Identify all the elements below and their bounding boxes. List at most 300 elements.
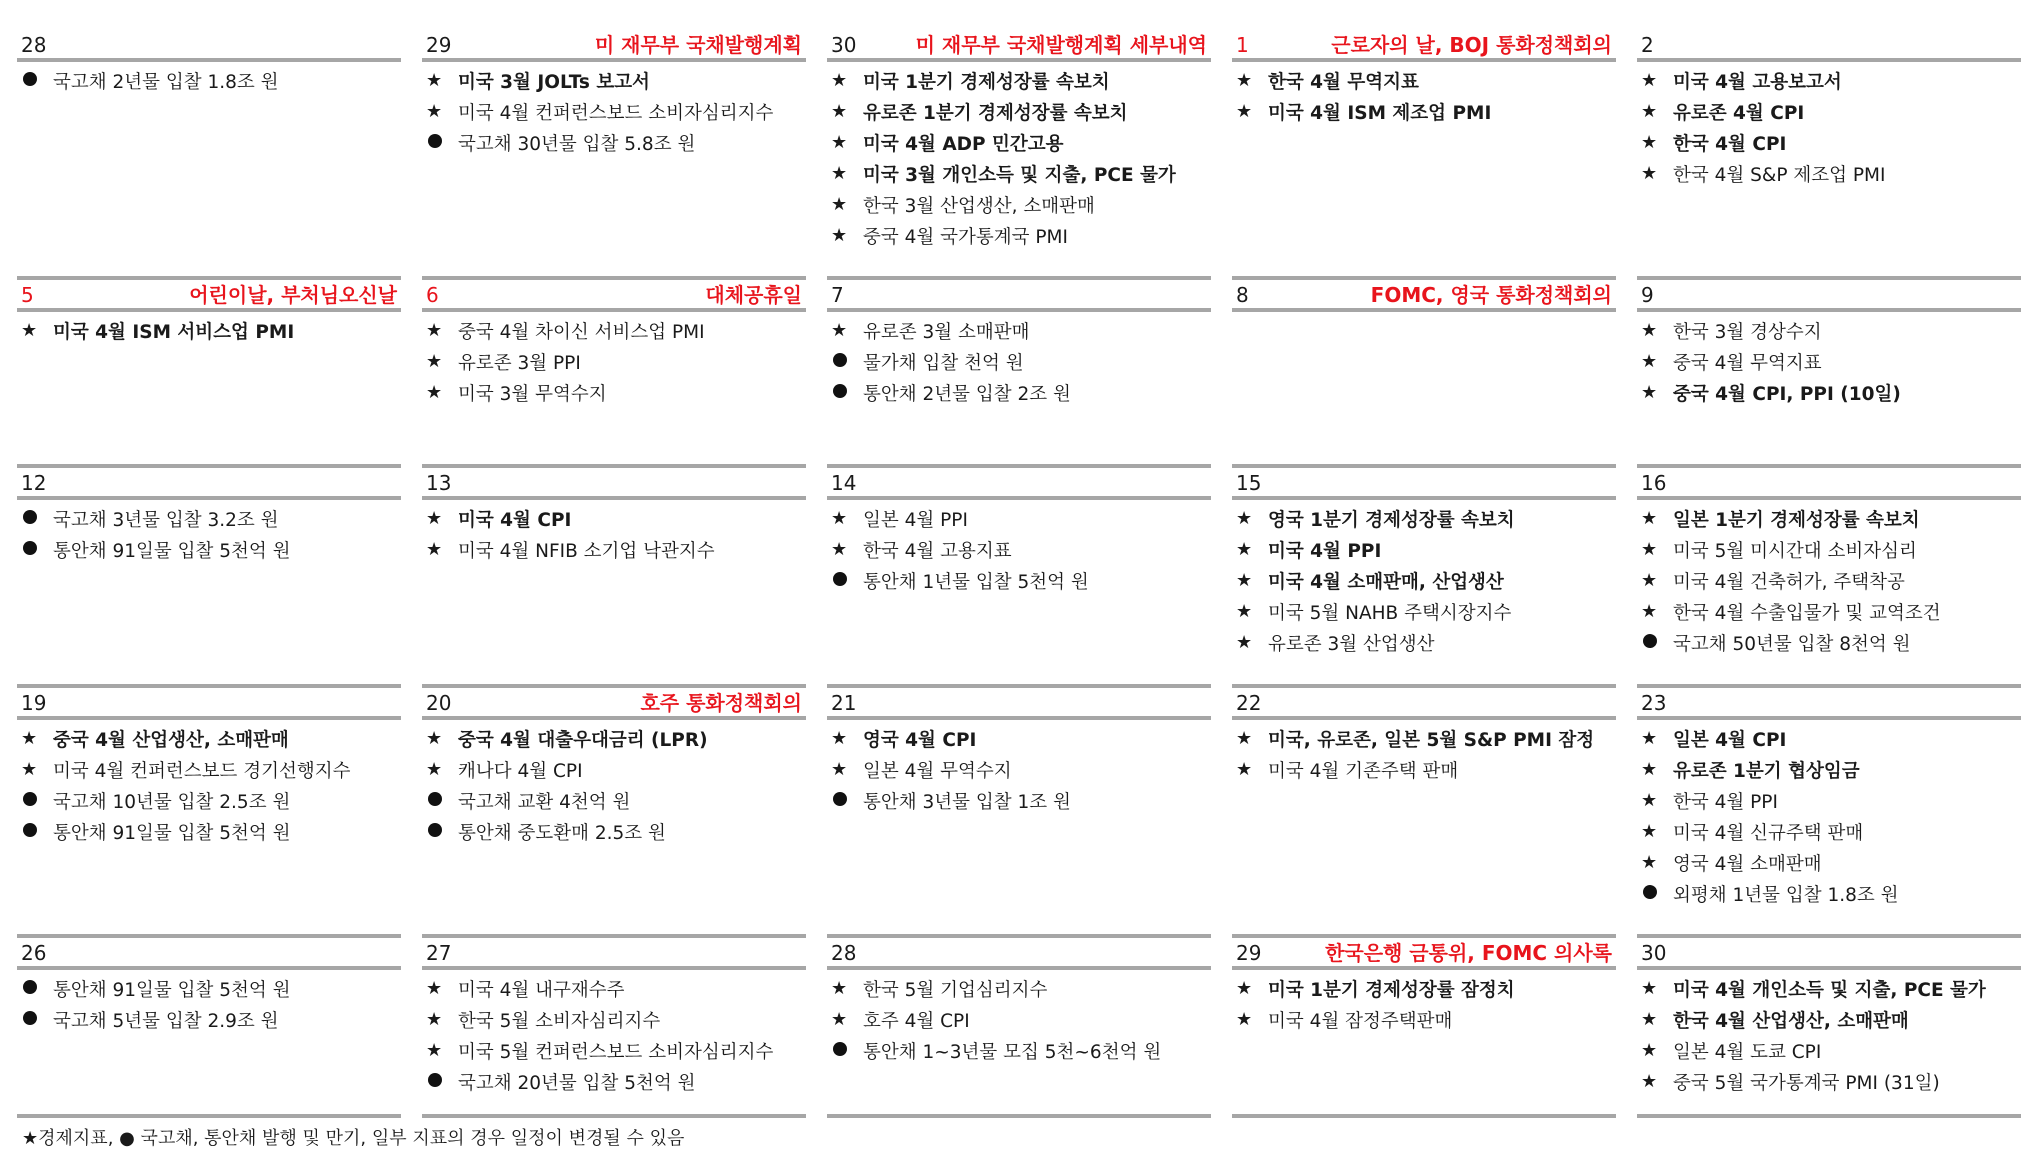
day-header bbox=[827, 688, 1211, 720]
day-number: 23 bbox=[1641, 691, 1667, 715]
bullet-dot-icon bbox=[21, 508, 53, 529]
event-text: 중국 4월 CPI, PPI (10일) bbox=[1673, 383, 1901, 405]
day-number: 15 bbox=[1236, 471, 1262, 495]
event-text: 미국 1분기 경제성장률 속보치 bbox=[863, 71, 1110, 93]
holiday-label: 대체공휴일 bbox=[705, 283, 802, 307]
event-item bbox=[1641, 158, 2021, 189]
calendar-day-cell bbox=[17, 938, 401, 1118]
event-item bbox=[426, 65, 806, 96]
calendar-day-cell bbox=[422, 938, 806, 1118]
event-item bbox=[1641, 816, 2021, 847]
star-icon: ★ bbox=[426, 728, 443, 749]
dot-shape bbox=[23, 541, 37, 555]
day-number: 21 bbox=[831, 691, 857, 715]
event-item bbox=[1641, 878, 2021, 909]
star-icon: ★ bbox=[426, 539, 443, 560]
event-item bbox=[1641, 127, 2021, 158]
star-icon: ★ bbox=[1641, 821, 1658, 842]
dot-shape bbox=[23, 980, 37, 994]
event-item bbox=[831, 189, 1211, 220]
event-list bbox=[17, 500, 401, 565]
event-item bbox=[1236, 565, 1616, 596]
event-text: 유로존 1분기 협상임금 bbox=[1673, 760, 1860, 782]
event-item bbox=[831, 973, 1211, 1004]
day-number: 9 bbox=[1641, 283, 1654, 307]
holiday-label: 미 재무부 국채발행계획 bbox=[594, 33, 802, 57]
calendar-day-cell bbox=[422, 468, 806, 688]
dot-shape bbox=[833, 1042, 847, 1056]
star-icon: ★ bbox=[426, 508, 443, 529]
event-text: 영국 4월 소매판매 bbox=[1673, 853, 1822, 875]
event-item bbox=[831, 346, 1211, 377]
star-icon: ★ bbox=[21, 759, 38, 780]
event-text: 통안채 91일물 입찰 5천억 원 bbox=[53, 540, 291, 562]
event-text: 중국 5월 국가통계국 PMI (31일) bbox=[1673, 1072, 1940, 1094]
event-item bbox=[831, 158, 1211, 189]
event-item bbox=[426, 1004, 806, 1035]
calendar-day-cell bbox=[17, 688, 401, 938]
event-item bbox=[426, 96, 806, 127]
event-item bbox=[426, 127, 806, 158]
star-icon: ★ bbox=[426, 1040, 443, 1061]
event-text: 한국 4월 수출입물가 및 교역조건 bbox=[1673, 602, 1941, 624]
day-header bbox=[422, 468, 806, 500]
holiday-label: FOMC, 영국 통화정책회의 bbox=[1370, 283, 1612, 307]
event-item bbox=[21, 1004, 401, 1035]
day-header bbox=[1232, 938, 1616, 970]
event-item bbox=[831, 220, 1211, 251]
day-number: 30 bbox=[1641, 941, 1667, 965]
event-text: 중국 4월 무역지표 bbox=[1673, 352, 1822, 374]
event-item bbox=[426, 534, 806, 565]
bullet-dot-icon bbox=[426, 821, 458, 842]
star-icon: ★ bbox=[1641, 728, 1658, 749]
event-list bbox=[827, 720, 1211, 816]
day-number: 5 bbox=[21, 283, 34, 307]
event-text: 미국 5월 컨퍼런스보드 소비자심리지수 bbox=[458, 1041, 774, 1063]
bullet-dot-icon bbox=[21, 790, 53, 811]
event-text: 통안채 91일물 입찰 5천억 원 bbox=[53, 822, 291, 844]
event-text: 한국 4월 CPI bbox=[1673, 133, 1787, 155]
day-number: 27 bbox=[426, 941, 452, 965]
event-list bbox=[1637, 720, 2021, 909]
event-item bbox=[831, 785, 1211, 816]
calendar-day-cell bbox=[827, 468, 1211, 688]
event-text: 국고채 20년물 입찰 5천억 원 bbox=[458, 1072, 696, 1094]
bullet-dot-icon bbox=[21, 978, 53, 999]
event-text: 물가채 입찰 천억 원 bbox=[863, 352, 1024, 374]
star-icon: ★ bbox=[1641, 601, 1658, 622]
event-text: 통안채 2년물 입찰 2조 원 bbox=[863, 383, 1071, 405]
event-text: 유로존 3월 산업생산 bbox=[1268, 633, 1435, 655]
event-item bbox=[426, 346, 806, 377]
event-text: 국고채 3년물 입찰 3.2조 원 bbox=[53, 509, 279, 531]
event-text: 미국 4월 개인소득 및 지출, PCE 물가 bbox=[1673, 979, 1986, 1001]
event-item bbox=[1641, 96, 2021, 127]
calendar-day-cell bbox=[17, 280, 401, 468]
event-item bbox=[1641, 596, 2021, 627]
star-icon: ★ bbox=[831, 728, 848, 749]
star-icon: ★ bbox=[1236, 759, 1253, 780]
day-number: 20 bbox=[426, 691, 452, 715]
event-text: 미국 4월 기존주택 판매 bbox=[1268, 760, 1459, 782]
day-number: 29 bbox=[1236, 941, 1262, 965]
star-icon: ★ bbox=[831, 194, 848, 215]
event-text: 미국 4월 CPI bbox=[458, 509, 572, 531]
event-item bbox=[1236, 1004, 1616, 1035]
event-item bbox=[1236, 503, 1616, 534]
event-text: 국고채 교환 4천억 원 bbox=[458, 791, 631, 813]
day-header bbox=[17, 30, 401, 62]
star-icon: ★ bbox=[1236, 601, 1253, 622]
day-header bbox=[1637, 280, 2021, 312]
calendar-day-cell bbox=[17, 468, 401, 688]
event-text: 통안채 3년물 입찰 1조 원 bbox=[863, 791, 1071, 813]
event-text: 통안채 91일물 입찰 5천억 원 bbox=[53, 979, 291, 1001]
event-item bbox=[426, 973, 806, 1004]
event-text: 미국 4월 잠정주택판매 bbox=[1268, 1010, 1453, 1032]
day-header bbox=[1232, 30, 1616, 62]
event-item bbox=[21, 785, 401, 816]
event-list bbox=[17, 970, 401, 1035]
day-number: 2 bbox=[1641, 33, 1654, 57]
calendar-day-cell bbox=[827, 280, 1211, 468]
day-header bbox=[1637, 468, 2021, 500]
star-icon: ★ bbox=[1236, 978, 1253, 999]
day-number: 29 bbox=[426, 33, 452, 57]
event-text: 일본 4월 PPI bbox=[863, 509, 968, 531]
event-text: 중국 4월 차이신 서비스업 PMI bbox=[458, 321, 705, 343]
event-item bbox=[1641, 1035, 2021, 1066]
dot-shape bbox=[833, 353, 847, 367]
event-text: 유로존 3월 PPI bbox=[458, 352, 581, 374]
event-list bbox=[1232, 312, 1616, 315]
event-item bbox=[1641, 1066, 2021, 1097]
event-item bbox=[1641, 346, 2021, 377]
holiday-label: 미 재무부 국채발행계획 세부내역 bbox=[915, 33, 1207, 57]
event-text: 미국 4월 신규주택 판매 bbox=[1673, 822, 1864, 844]
cell-bottom-rule bbox=[17, 1114, 401, 1118]
star-icon: ★ bbox=[831, 132, 848, 153]
day-header bbox=[422, 688, 806, 720]
event-text: 국고채 10년물 입찰 2.5조 원 bbox=[53, 791, 291, 813]
event-text: 호주 4월 CPI bbox=[863, 1010, 970, 1032]
event-text: 미국 4월 건축허가, 주택착공 bbox=[1673, 571, 1905, 593]
event-item bbox=[1641, 315, 2021, 346]
event-text: 미국, 유로존, 일본 5월 S&P PMI 잠정 bbox=[1268, 729, 1595, 751]
dot-shape bbox=[833, 384, 847, 398]
star-icon: ★ bbox=[831, 320, 848, 341]
event-text: 한국 3월 경상수지 bbox=[1673, 321, 1822, 343]
event-item bbox=[1641, 754, 2021, 785]
star-icon: ★ bbox=[426, 1009, 443, 1030]
event-text: 미국 5월 미시간대 소비자심리 bbox=[1673, 540, 1917, 562]
event-list bbox=[1637, 62, 2021, 189]
event-item bbox=[1641, 565, 2021, 596]
star-icon: ★ bbox=[1236, 539, 1253, 560]
economic-calendar bbox=[17, 30, 2021, 1118]
holiday-label: 호주 통화정책회의 bbox=[640, 691, 802, 715]
star-icon: ★ bbox=[1641, 570, 1658, 591]
dot-shape bbox=[23, 510, 37, 524]
dot-shape bbox=[428, 134, 442, 148]
event-item bbox=[1236, 627, 1616, 658]
star-icon: ★ bbox=[21, 728, 38, 749]
holiday-label: 어린이날, 부처님오신날 bbox=[189, 283, 397, 307]
star-icon: ★ bbox=[426, 101, 443, 122]
bullet-dot-icon bbox=[426, 1071, 458, 1092]
event-item bbox=[21, 754, 401, 785]
calendar-day-cell bbox=[422, 280, 806, 468]
event-item bbox=[426, 816, 806, 847]
event-list bbox=[1637, 970, 2021, 1097]
star-icon: ★ bbox=[1641, 539, 1658, 560]
star-icon: ★ bbox=[426, 351, 443, 372]
bullet-dot-icon bbox=[831, 790, 863, 811]
event-text: 통안채 중도환매 2.5조 원 bbox=[458, 822, 666, 844]
calendar-day-cell bbox=[422, 688, 806, 938]
event-item bbox=[831, 1035, 1211, 1066]
event-text: 미국 5월 NAHB 주택시장지수 bbox=[1268, 602, 1512, 624]
day-header bbox=[17, 280, 401, 312]
dot-shape bbox=[1643, 885, 1657, 899]
bullet-dot-icon bbox=[831, 570, 863, 591]
calendar-day-cell bbox=[422, 30, 806, 280]
dot-shape bbox=[23, 792, 37, 806]
day-header bbox=[422, 30, 806, 62]
event-item bbox=[831, 503, 1211, 534]
dot-shape bbox=[23, 72, 37, 86]
star-icon: ★ bbox=[1641, 163, 1658, 184]
calendar-day-cell bbox=[1637, 468, 2021, 688]
star-icon: ★ bbox=[1641, 790, 1658, 811]
event-list bbox=[422, 500, 806, 565]
event-list bbox=[17, 62, 401, 96]
event-list bbox=[1232, 500, 1616, 658]
event-item bbox=[831, 534, 1211, 565]
event-text: 국고채 50년물 입찰 8천억 원 bbox=[1673, 633, 1911, 655]
event-text: 미국 4월 NFIB 소기업 낙관지수 bbox=[458, 540, 715, 562]
event-item bbox=[1236, 65, 1616, 96]
event-text: 국고채 2년물 입찰 1.8조 원 bbox=[53, 71, 279, 93]
day-header bbox=[17, 688, 401, 720]
holiday-label: 한국은행 금통위, FOMC 의사록 bbox=[1325, 941, 1612, 965]
day-header bbox=[1637, 938, 2021, 970]
star-icon: ★ bbox=[1641, 132, 1658, 153]
event-text: 한국 4월 S&P 제조업 PMI bbox=[1673, 164, 1886, 186]
bullet-dot-icon bbox=[831, 351, 863, 372]
event-item bbox=[831, 754, 1211, 785]
day-header bbox=[422, 938, 806, 970]
day-header bbox=[1637, 688, 2021, 720]
day-number: 28 bbox=[831, 941, 857, 965]
event-text: 중국 4월 국가통계국 PMI bbox=[863, 226, 1068, 248]
event-text: 외평채 1년물 입찰 1.8조 원 bbox=[1673, 884, 1899, 906]
event-text: 유로존 4월 CPI bbox=[1673, 102, 1805, 124]
bullet-dot-icon bbox=[21, 821, 53, 842]
calendar-day-cell bbox=[1232, 938, 1616, 1118]
event-text: 영국 1분기 경제성장률 속보치 bbox=[1268, 509, 1515, 531]
event-item bbox=[426, 503, 806, 534]
event-item bbox=[21, 723, 401, 754]
event-item bbox=[426, 723, 806, 754]
calendar-day-cell bbox=[827, 30, 1211, 280]
star-icon: ★ bbox=[831, 759, 848, 780]
dot-shape bbox=[833, 792, 847, 806]
star-icon: ★ bbox=[1641, 382, 1658, 403]
event-list bbox=[17, 312, 401, 346]
bullet-dot-icon bbox=[426, 132, 458, 153]
event-text: 한국 4월 PPI bbox=[1673, 791, 1778, 813]
event-text: 일본 1분기 경제성장률 속보치 bbox=[1673, 509, 1920, 531]
bullet-dot-icon bbox=[21, 539, 53, 560]
event-item bbox=[21, 503, 401, 534]
event-text: 한국 4월 무역지표 bbox=[1268, 71, 1419, 93]
event-item bbox=[1641, 377, 2021, 408]
star-icon: ★ bbox=[1641, 508, 1658, 529]
event-item bbox=[426, 377, 806, 408]
event-item bbox=[831, 377, 1211, 408]
event-item bbox=[426, 785, 806, 816]
day-header bbox=[422, 280, 806, 312]
dot-shape bbox=[1643, 634, 1657, 648]
star-icon: ★ bbox=[1641, 101, 1658, 122]
calendar-day-cell bbox=[1232, 468, 1616, 688]
event-list bbox=[17, 720, 401, 847]
bullet-dot-icon bbox=[1641, 883, 1673, 904]
event-list bbox=[422, 62, 806, 158]
dot-shape bbox=[428, 792, 442, 806]
star-icon: ★ bbox=[1641, 852, 1658, 873]
day-number: 1 bbox=[1236, 33, 1249, 57]
cell-bottom-rule bbox=[422, 1114, 806, 1118]
bullet-dot-icon bbox=[831, 1040, 863, 1061]
star-icon: ★ bbox=[1641, 320, 1658, 341]
event-item bbox=[831, 127, 1211, 158]
star-icon: ★ bbox=[831, 1009, 848, 1030]
day-number: 28 bbox=[21, 33, 47, 57]
event-item bbox=[831, 65, 1211, 96]
event-item bbox=[831, 315, 1211, 346]
star-icon: ★ bbox=[426, 382, 443, 403]
day-number: 13 bbox=[426, 471, 452, 495]
star-icon: ★ bbox=[1641, 759, 1658, 780]
day-number: 7 bbox=[831, 283, 844, 307]
event-text: 미국 4월 PPI bbox=[1268, 540, 1382, 562]
event-list bbox=[827, 970, 1211, 1066]
bullet-dot-icon bbox=[426, 790, 458, 811]
calendar-day-cell bbox=[17, 30, 401, 280]
bullet-dot-icon bbox=[21, 1009, 53, 1030]
day-number: 26 bbox=[21, 941, 47, 965]
day-header bbox=[1232, 688, 1616, 720]
event-text: 국고채 30년물 입찰 5.8조 원 bbox=[458, 133, 696, 155]
calendar-day-cell bbox=[1232, 280, 1616, 468]
event-item bbox=[1641, 973, 2021, 1004]
bullet-dot-icon bbox=[21, 70, 53, 91]
star-icon: ★ bbox=[1641, 1071, 1658, 1092]
bullet-dot-icon bbox=[1641, 632, 1673, 653]
day-header bbox=[827, 30, 1211, 62]
day-number: 19 bbox=[21, 691, 47, 715]
day-header bbox=[17, 468, 401, 500]
day-header bbox=[1232, 468, 1616, 500]
event-text: 중국 4월 산업생산, 소매판매 bbox=[53, 729, 289, 751]
event-list bbox=[422, 720, 806, 847]
event-text: 미국 4월 ISM 서비스업 PMI bbox=[53, 321, 295, 343]
calendar-day-cell bbox=[1232, 688, 1616, 938]
dot-shape bbox=[428, 823, 442, 837]
event-text: 유로존 1분기 경제성장률 속보치 bbox=[863, 102, 1128, 124]
event-text: 미국 4월 고용보고서 bbox=[1673, 71, 1842, 93]
event-item bbox=[21, 973, 401, 1004]
day-header bbox=[827, 938, 1211, 970]
event-text: 미국 3월 개인소득 및 지출, PCE 물가 bbox=[863, 164, 1176, 186]
event-list bbox=[1637, 500, 2021, 658]
calendar-day-cell bbox=[1637, 938, 2021, 1118]
bullet-dot-icon bbox=[831, 382, 863, 403]
day-header bbox=[17, 938, 401, 970]
event-list bbox=[422, 970, 806, 1097]
event-text: 미국 4월 ISM 제조업 PMI bbox=[1268, 102, 1492, 124]
event-text: 영국 4월 CPI bbox=[863, 729, 977, 751]
day-number: 6 bbox=[426, 283, 439, 307]
star-icon: ★ bbox=[1641, 351, 1658, 372]
day-number: 14 bbox=[831, 471, 857, 495]
star-icon: ★ bbox=[831, 225, 848, 246]
event-list bbox=[1232, 970, 1616, 1035]
star-icon: ★ bbox=[1236, 570, 1253, 591]
holiday-label: 근로자의 날, BOJ 통화정책회의 bbox=[1331, 33, 1612, 57]
event-item bbox=[1641, 785, 2021, 816]
event-item bbox=[831, 565, 1211, 596]
event-item bbox=[1236, 534, 1616, 565]
star-icon: ★ bbox=[426, 759, 443, 780]
star-icon: ★ bbox=[1236, 728, 1253, 749]
cell-bottom-rule bbox=[827, 1114, 1211, 1118]
star-icon: ★ bbox=[426, 320, 443, 341]
event-item bbox=[426, 315, 806, 346]
event-text: 미국 1분기 경제성장률 잠정치 bbox=[1268, 979, 1515, 1001]
event-item bbox=[1236, 723, 1616, 754]
event-text: 일본 4월 도쿄 CPI bbox=[1673, 1041, 1822, 1063]
event-text: 미국 4월 컨퍼런스보드 경기선행지수 bbox=[53, 760, 351, 782]
star-icon: ★ bbox=[831, 978, 848, 999]
event-text: 한국 3월 산업생산, 소매판매 bbox=[863, 195, 1095, 217]
event-text: 한국 4월 산업생산, 소매판매 bbox=[1673, 1010, 1909, 1032]
calendar-day-cell bbox=[1637, 688, 2021, 938]
day-number: 22 bbox=[1236, 691, 1262, 715]
event-item bbox=[831, 723, 1211, 754]
star-icon: ★ bbox=[1236, 1009, 1253, 1030]
event-text: 미국 4월 컨퍼런스보드 소비자심리지수 bbox=[458, 102, 774, 124]
event-item bbox=[426, 754, 806, 785]
event-list bbox=[422, 312, 806, 408]
dot-shape bbox=[833, 572, 847, 586]
event-text: 미국 4월 내구재수주 bbox=[458, 979, 625, 1001]
calendar-day-cell bbox=[827, 938, 1211, 1118]
star-icon: ★ bbox=[831, 163, 848, 184]
event-item bbox=[831, 96, 1211, 127]
day-number: 16 bbox=[1641, 471, 1667, 495]
event-item bbox=[426, 1066, 806, 1097]
event-text: 유로존 3월 소매판매 bbox=[863, 321, 1030, 343]
star-icon: ★ bbox=[426, 978, 443, 999]
star-icon: ★ bbox=[1641, 1009, 1658, 1030]
event-item bbox=[1641, 723, 2021, 754]
cell-bottom-rule bbox=[1637, 1114, 2021, 1118]
dot-shape bbox=[23, 823, 37, 837]
